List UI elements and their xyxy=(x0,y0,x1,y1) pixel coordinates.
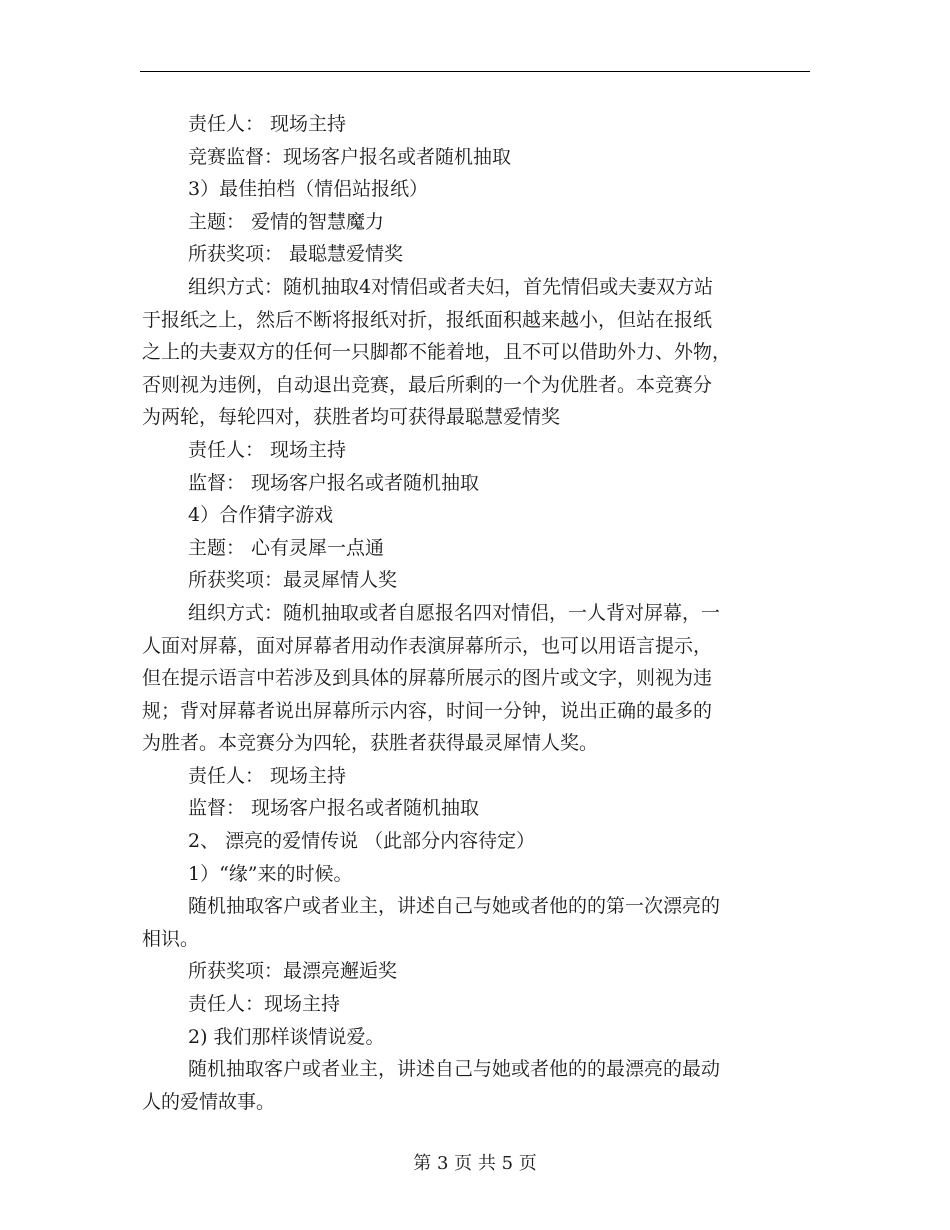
text-line: 责任人：现场主持 xyxy=(188,993,341,1016)
text-line: 人的爱情故事。 xyxy=(142,1090,276,1113)
text-line: 于报纸之上，然后不断将报纸对折，报纸面积越来越小，但站在报纸 xyxy=(142,308,713,331)
text-line: 相识。 xyxy=(142,927,200,950)
text-line: 主题： 爱情的智慧魔力 xyxy=(188,210,385,233)
text-line: 竞赛监督：现场客户报名或者随机抽取 xyxy=(188,145,512,168)
text-line: 但在提示语言中若涉及到具体的屏幕所展示的图片或文字，则视为违 xyxy=(142,667,713,690)
text-line: 之上的夫妻双方的任何一只脚都不能着地，且不可以借助外力、外物， xyxy=(142,341,732,364)
text-line: 组织方式：随机抽取或者自愿报名四对情侣，一人背对屏幕，一 xyxy=(188,601,721,624)
text-line: 所获奖项：最漂亮邂逅奖 xyxy=(188,960,398,983)
text-line: 责任人： 现场主持 xyxy=(188,438,347,461)
text-line: 责任人： 现场主持 xyxy=(188,113,347,135)
text-line: 2、 漂亮的爱情传说 （此部分内容待定） xyxy=(188,830,536,853)
text-line: 4）合作猜字游戏 xyxy=(188,504,334,527)
text-line: 否则视为违例，自动退出竞赛，最后所剩的一个为优胜者。本竞赛分 xyxy=(142,373,713,396)
text-line: 组织方式：随机抽取4对情侣或者夫妇，首先情侣或夫妻双方站 xyxy=(188,275,714,298)
text-line: 随机抽取客户或者业主，讲述自己与她或者他的的最漂亮的最动 xyxy=(188,1058,721,1081)
header-rule xyxy=(140,71,810,72)
text-line: 2) 我们那样谈情说爱。 xyxy=(188,1025,385,1048)
text-line: 3）最佳拍档（情侣站报纸） xyxy=(188,178,429,201)
text-line: 主题： 心有灵犀一点通 xyxy=(188,536,385,559)
text-line: 人面对屏幕，面对屏幕者用动作表演屏幕所示，也可以用语言提示， xyxy=(142,634,713,657)
text-line: 随机抽取客户或者业主，讲述自己与她或者他的的第一次漂亮的 xyxy=(188,895,721,918)
text-line: 所获奖项： 最聪慧爱情奖 xyxy=(188,243,404,266)
text-line: 监督： 现场客户报名或者随机抽取 xyxy=(188,797,480,820)
document-body xyxy=(142,108,802,1118)
text-line: 责任人： 现场主持 xyxy=(188,764,347,787)
text-line: 为两轮，每轮四对，获胜者均可获得最聪慧爱情奖 xyxy=(142,406,561,429)
text-line: 1）“缘”来的时候。 xyxy=(188,862,353,885)
page-footer: 第 3 页 共 5 页 xyxy=(413,1153,537,1174)
text-line: 为胜者。本竞赛分为四轮，获胜者获得最灵犀情人奖。 xyxy=(142,732,599,755)
text-line: 监督： 现场客户报名或者随机抽取 xyxy=(188,471,480,494)
text-line: 所获奖项：最灵犀情人奖 xyxy=(188,569,398,592)
text-line: 规；背对屏幕者说出屏幕所示内容，时间一分钟，说出正确的最多的 xyxy=(142,699,713,722)
